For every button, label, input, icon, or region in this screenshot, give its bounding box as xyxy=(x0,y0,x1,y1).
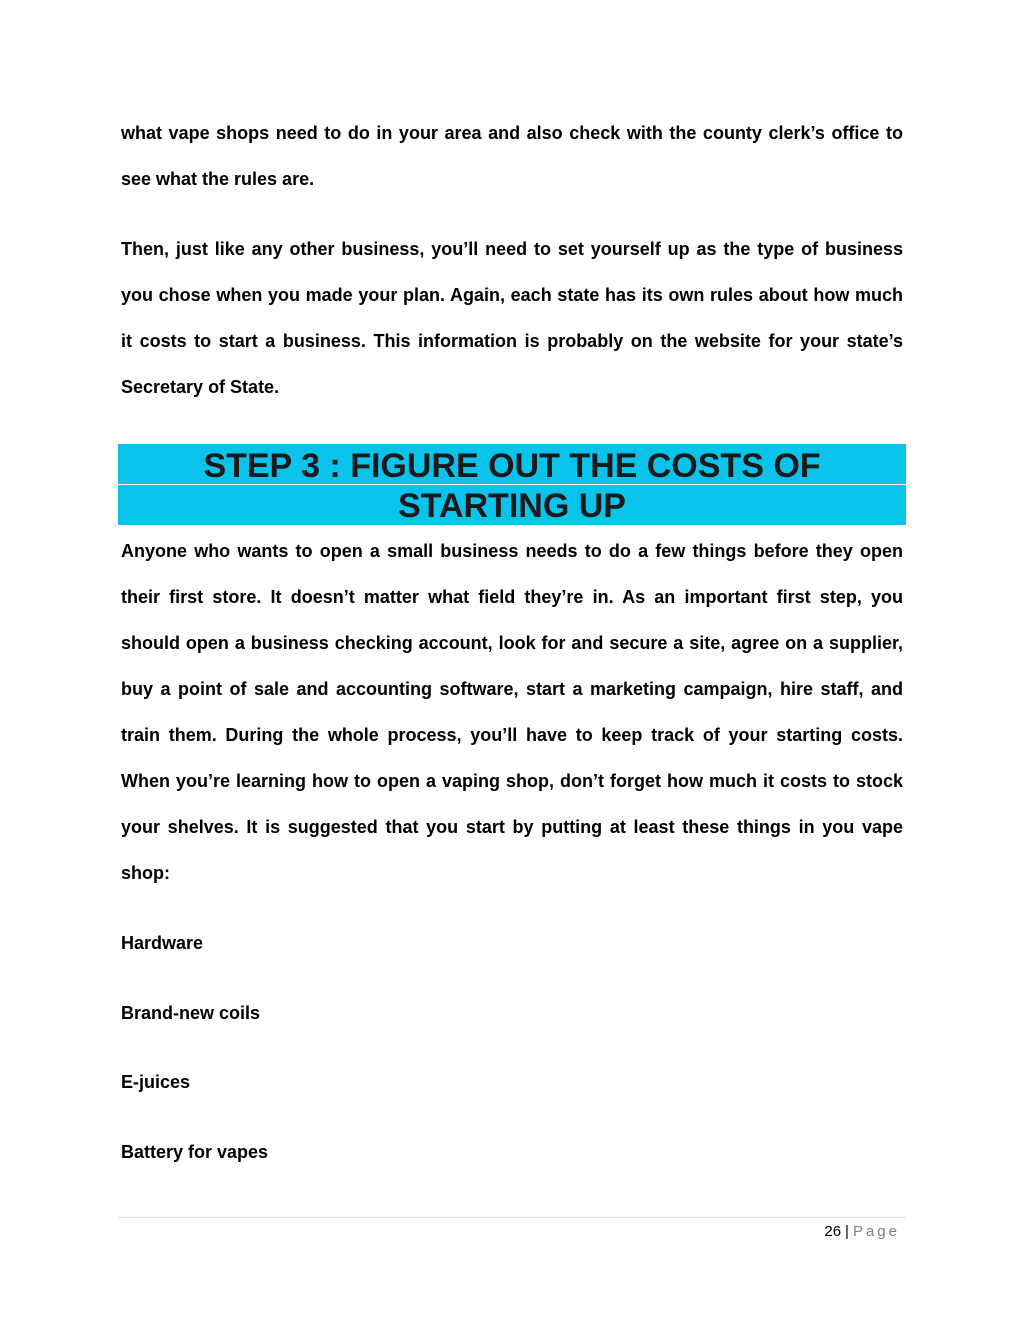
paragraph-step3-body: Anyone who wants to open a small business needs to do a few things before they open their first store. It doesn’t matter what field they’re in. As an important first step, you should open a business checking account, look for and secure a site, agree on a supplier, buy a point of sale and accounting software, start a marketing campaign, hire staff, and train them. During the whole process, you’ll have to keep track of your starting costs. When you’re learning how to open a vaping shop, don’t forget how much it costs to stock your shelves. It is suggested that you start by putting at least these things in you vape shop: xyxy=(121,541,903,883)
list-item-coils: Brand-new coils xyxy=(121,1003,261,1023)
page-footer xyxy=(824,1222,900,1242)
section-heading-line-2: STARTING UP xyxy=(398,487,626,525)
list-item-hardware: Hardware xyxy=(121,933,204,953)
section-heading-line-1: STEP 3 : FIGURE OUT THE COSTS OF xyxy=(203,447,821,485)
page-separator: | xyxy=(845,1223,849,1240)
paragraph-business-setup: Then, just like any other business, you’ll need to set yourself up as the type of business you chose when you made your plan. Again, each state has its own rules about how much it costs to start a business. This information is probably on the website for your state’s Secretary of State. xyxy=(121,239,903,397)
section-heading xyxy=(118,446,906,526)
list-item-battery: Battery for vapes xyxy=(121,1142,269,1162)
page-number: 26 xyxy=(824,1223,842,1240)
list-item-e-juices: E-juices xyxy=(121,1072,191,1092)
paragraph-intro: what vape shops need to do in your area and also check with the county clerk’s office to see what the rules are. xyxy=(121,123,903,189)
footer-divider xyxy=(118,1217,906,1218)
page-label: Page xyxy=(852,1223,900,1240)
